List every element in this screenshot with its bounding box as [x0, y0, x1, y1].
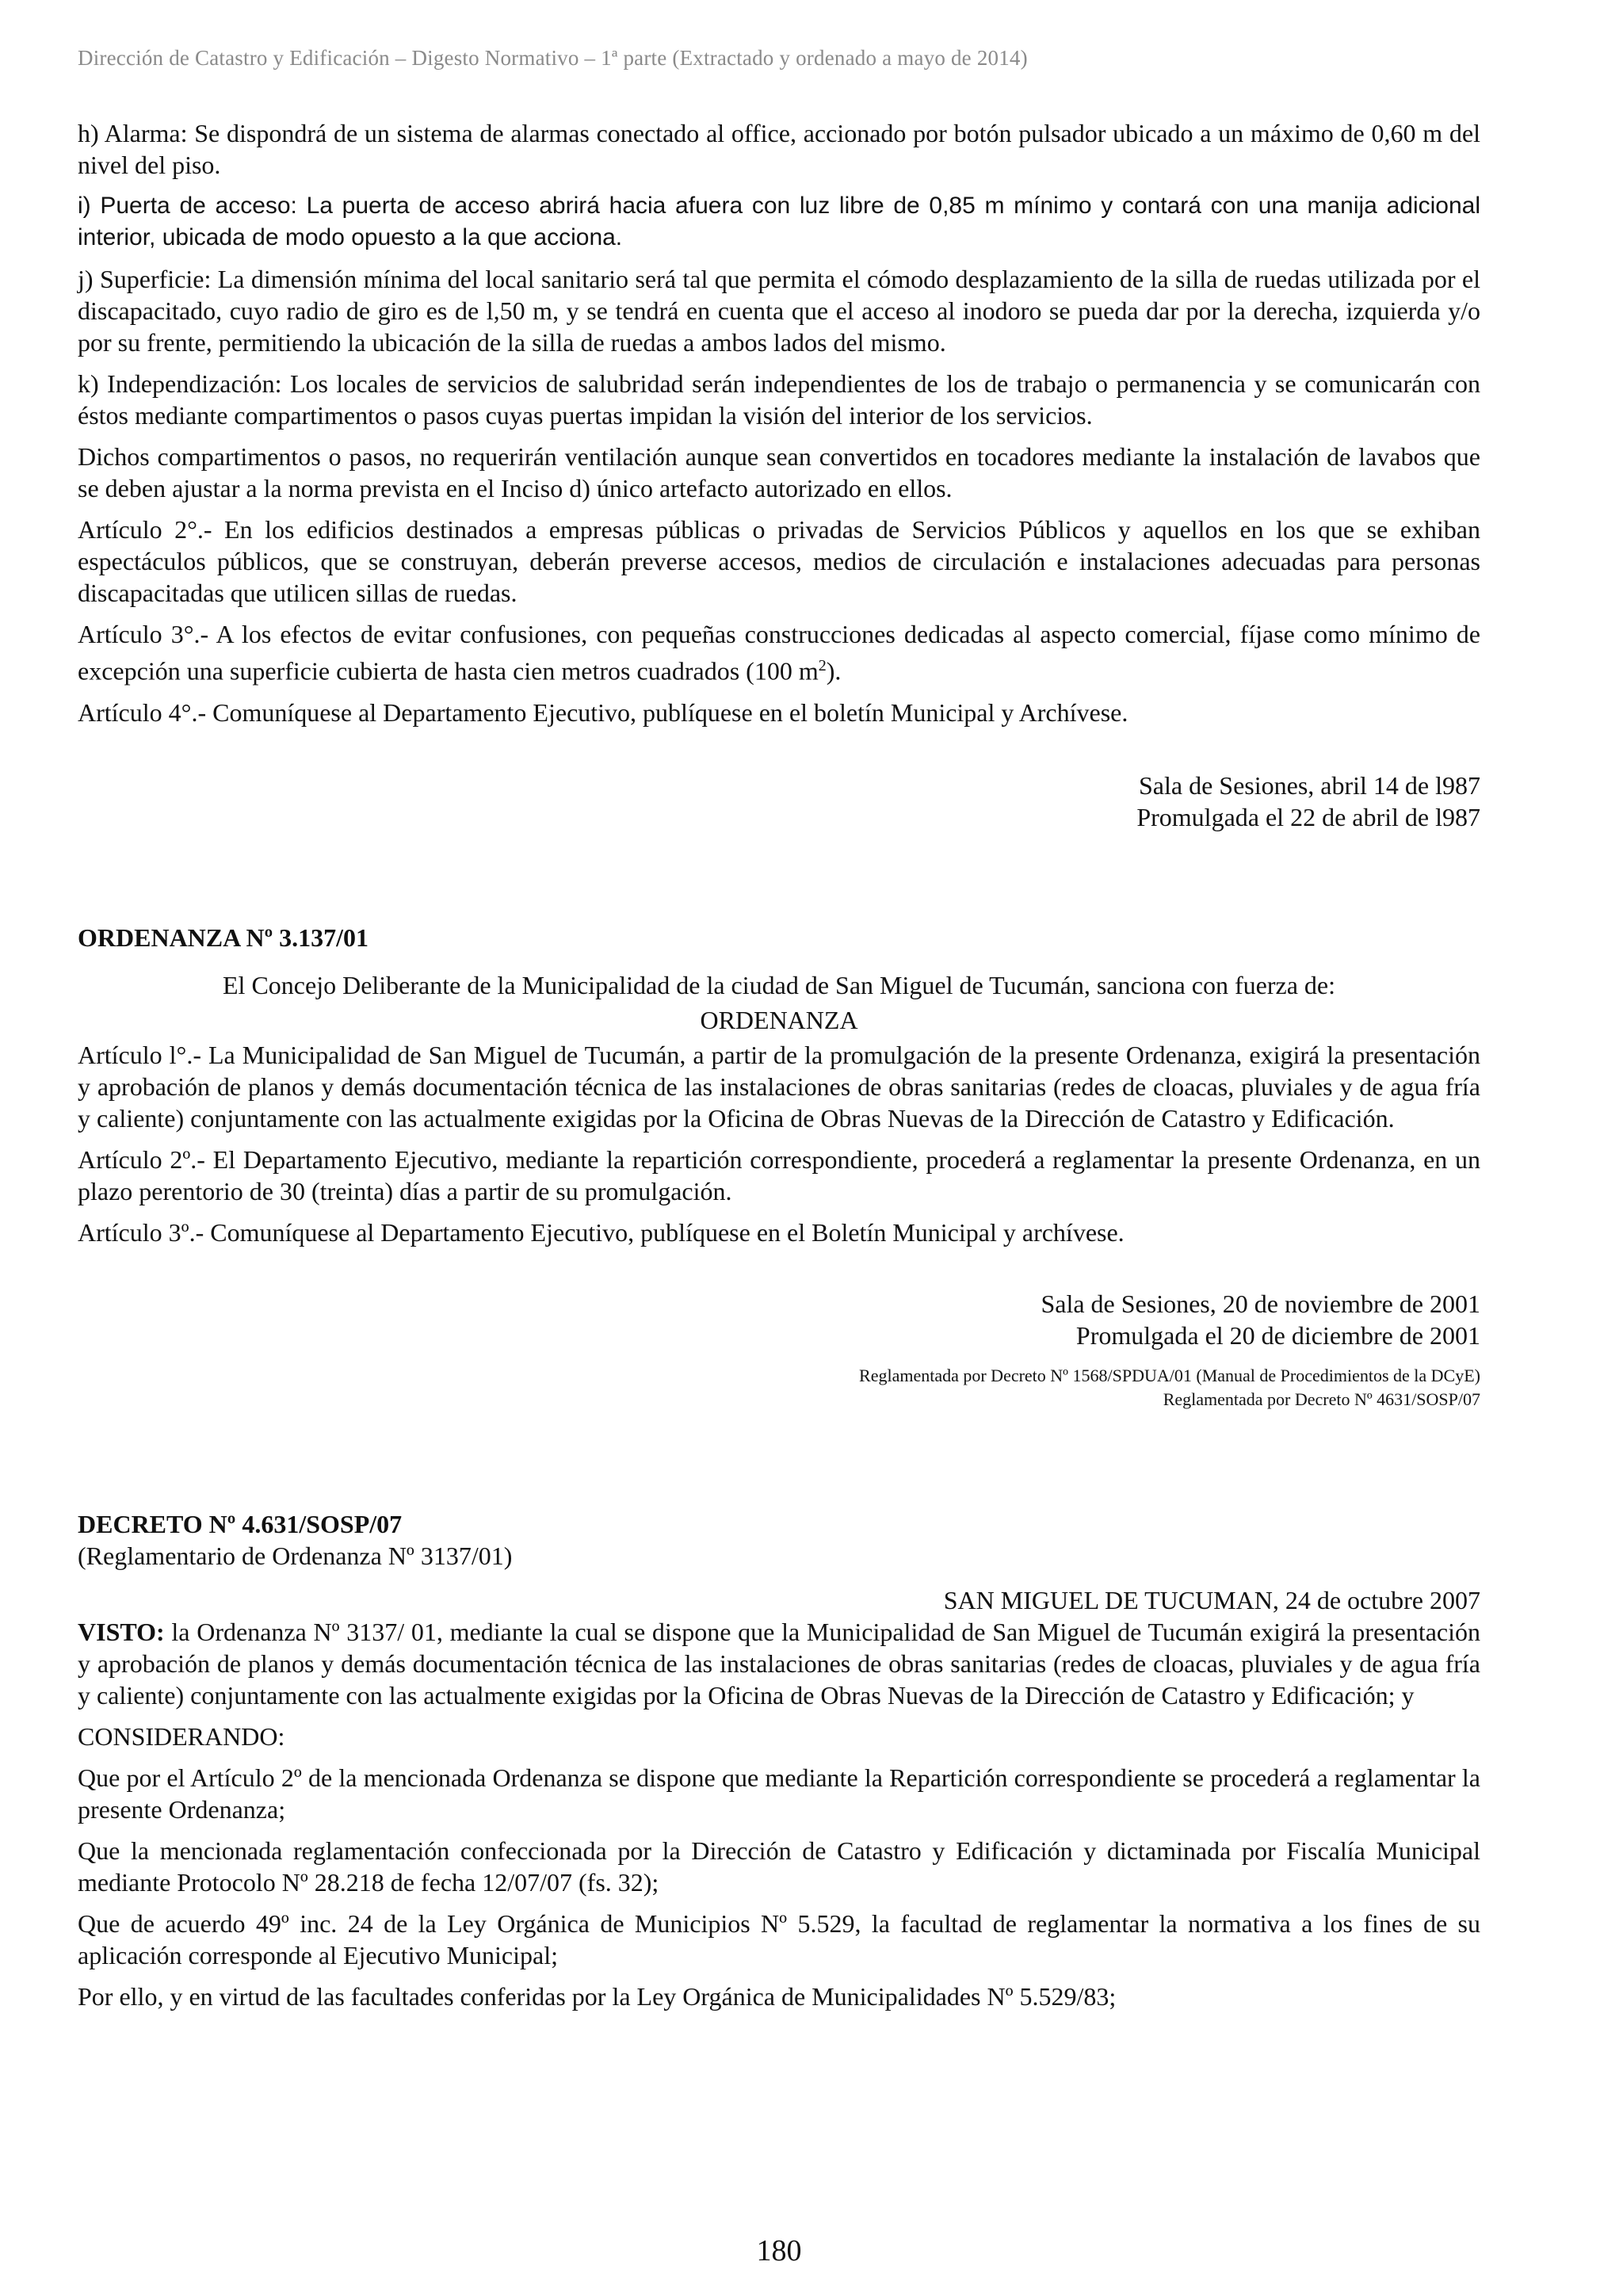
reglamentada-note-1: Reglamentada por Decreto Nº 1568/SPDUA/01 (Manual de Procedimientos de la DCyE): [859, 1365, 1480, 1385]
reglamentada-note-2: Reglamentada por Decreto Nº 4631/SOSP/07: [1163, 1389, 1480, 1409]
considerando-2: Que la mencionada reglamentación confeccionada por la Dirección de Catastro y Edificación y dictaminada por Fiscalía Municipal mediante Protocolo Nº 28.218 de fecha 12/07/07 (fs. 32);: [78, 1836, 1480, 1897]
por-ello-paragraph: Por ello, y en virtud de las facultades conferidas por la Ley Orgánica de Municipalidades Nº 5.529/83;: [78, 1981, 1117, 2011]
article-3-end: ).: [826, 656, 842, 686]
visto-label: VISTO:: [78, 1617, 165, 1646]
ordenanza-title: ORDENANZA Nº 3.137/01: [78, 923, 369, 952]
ordenanza-preamble: El Concejo Deliberante de la Municipalidad de la ciudad de San Miguel de Tucumán, sanciona con fuerza de:: [223, 970, 1335, 999]
item-j-superficie: j) Superficie: La dimensión mínima del local sanitario será tal que permita el cómodo desplazamiento de la silla de ruedas utilizada por el discapacitado, cuyo radio de giro es de l,50 m, y se tendrá en cuenta que el acceso al inodoro se pueda dar por la derecha, izquierda y/o por su frente, permitiendo la ubicación de la silla de ruedas a ambos lados del mismo.: [78, 265, 1480, 357]
page-content: [78, 117, 1480, 2022]
article-4: Artículo 4°.- Comuníquese al Departamento Ejecutivo, publíquese en el boletín Municipal y Archívese.: [78, 697, 1128, 727]
ordenanza-article-3: Artículo 3º.- Comuníquese al Departamento Ejecutivo, publíquese en el Boletín Municipal y archívese.: [78, 1217, 1125, 1247]
visto-paragraph: [78, 1616, 1480, 1711]
considerando-3: Que de acuerdo 49º inc. 24 de la Ley Orgánica de Municipios Nº 5.529, la facultad de reglamentar la normativa a los fines de su aplicación corresponde al Ejecutivo Municipal;: [78, 1908, 1480, 1969]
ordenanza-article-1: Artículo l°.- La Municipalidad de San Miguel de Tucumán, a partir de la promulgación de la presente Ordenanza, exigirá la presentación y aprobación de planos y demás documentación técnica de las instalaciones de obras sanitarias (redes de cloacas, pluviales y de agua fría y caliente) conjuntamente con las actualmente exigidas por la Oficina de Obras Nuevas de la Dirección de Catastro y Edificación.: [78, 1040, 1480, 1133]
article-3: [78, 618, 1480, 687]
ordenanza-article-2: Artículo 2º.- El Departamento Ejecutivo, mediante la repartición correspondiente, procederá a reglamentar la presente Ordenanza, en un plazo perentorio de 30 (treinta) días a partir de su promulgación.: [78, 1144, 1480, 1205]
paragraph-compartimentos: Dichos compartimentos o pasos, no requerirán ventilación aunque sean convertidos en tocadores mediante la instalación de lavabos que se deben ajustar a la norma prevista en el Inciso d) único artefacto autorizado en ellos.: [78, 442, 1480, 502]
decreto-title: DECRETO Nº 4.631/SOSP/07: [78, 1509, 403, 1538]
considerando-1: Que por el Artículo 2º de la mencionada Ordenanza se dispone que mediante la Repartición correspondiente se procederá a reglamentar la presente Ordenanza;: [78, 1763, 1480, 1824]
considerando-heading: CONSIDERANDO:: [78, 1721, 285, 1751]
sala-sesiones-2001: Sala de Sesiones, 20 de noviembre de 2001: [1041, 1289, 1480, 1318]
running-header: Dirección de Catastro y Edificación – Digesto Normativo – 1ª parte (Extractado y ordenado a mayo de 2014): [78, 46, 1028, 70]
page-number: 180: [756, 2234, 802, 2267]
decreto-subtitle: (Reglamentario de Ordenanza Nº 3137/01): [78, 1541, 513, 1570]
article-3-text: Artículo 3°.- A los efectos de evitar confusiones, con pequeñas construcciones dedicadas al aspecto comercial, fíjase como mínimo de excepción una superficie cubierta de hasta cien metros cuadrados (100 m: [78, 620, 1480, 686]
promulgada-1987: Promulgada el 22 de abril de l987: [1136, 802, 1480, 831]
visto-text: la Ordenanza Nº 3137/ 01, mediante la cual se dispone que la Municipalidad de San Miguel de Tucumán exigirá la presentación y aprobación de planos y demás documentación técnica de las instalaciones de obras sanitarias (redes de cloacas, pluviales y de agua fría y caliente) conjuntamente con las actualmente exigidas por la Oficina de Obras Nuevas de la Dirección de Catastro y Edificación; y: [78, 1617, 1480, 1710]
item-i-puerta-acceso: i) Puerta de acceso: La puerta de acceso abrirá hacia afuera con luz libre de 0,85 m mínimo y contará con una manija adicional interior, ubicada de modo opuesto a la que acciona.: [78, 193, 1480, 250]
sala-sesiones-1987: Sala de Sesiones, abril 14 de l987: [1138, 770, 1480, 800]
item-k-independizacion: k) Independización: Los locales de servicios de salubridad serán independientes de los de trabajo o permanencia y se comunicarán con éstos mediante compartimentos o pasos cuyas puertas impidan la visión del interior de los servicios.: [78, 369, 1480, 430]
article-2: Artículo 2°.- En los edificios destinados a empresas públicas o privadas de Servicios Públicos y aquellos en los que se exhiban espectáculos públicos, que se construyan, deberán preverse accesos, medios de circulación e instalaciones adecuadas para personas discapacitadas que utilicen sillas de ruedas.: [78, 515, 1480, 607]
item-h-alarma: h) Alarma: Se dispondrá de un sistema de alarmas conectado al office, accionado por botón pulsador ubicado a un máximo de 0,60 m del nivel del piso.: [78, 119, 1480, 179]
ordenanza-label: ORDENANZA: [700, 1005, 858, 1034]
article-3-superscript: 2: [818, 657, 827, 674]
decreto-place-date: SAN MIGUEL DE TUCUMAN, 24 de octubre 2007: [943, 1585, 1480, 1614]
promulgada-2001: Promulgada el 20 de diciembre de 2001: [1075, 1320, 1480, 1350]
